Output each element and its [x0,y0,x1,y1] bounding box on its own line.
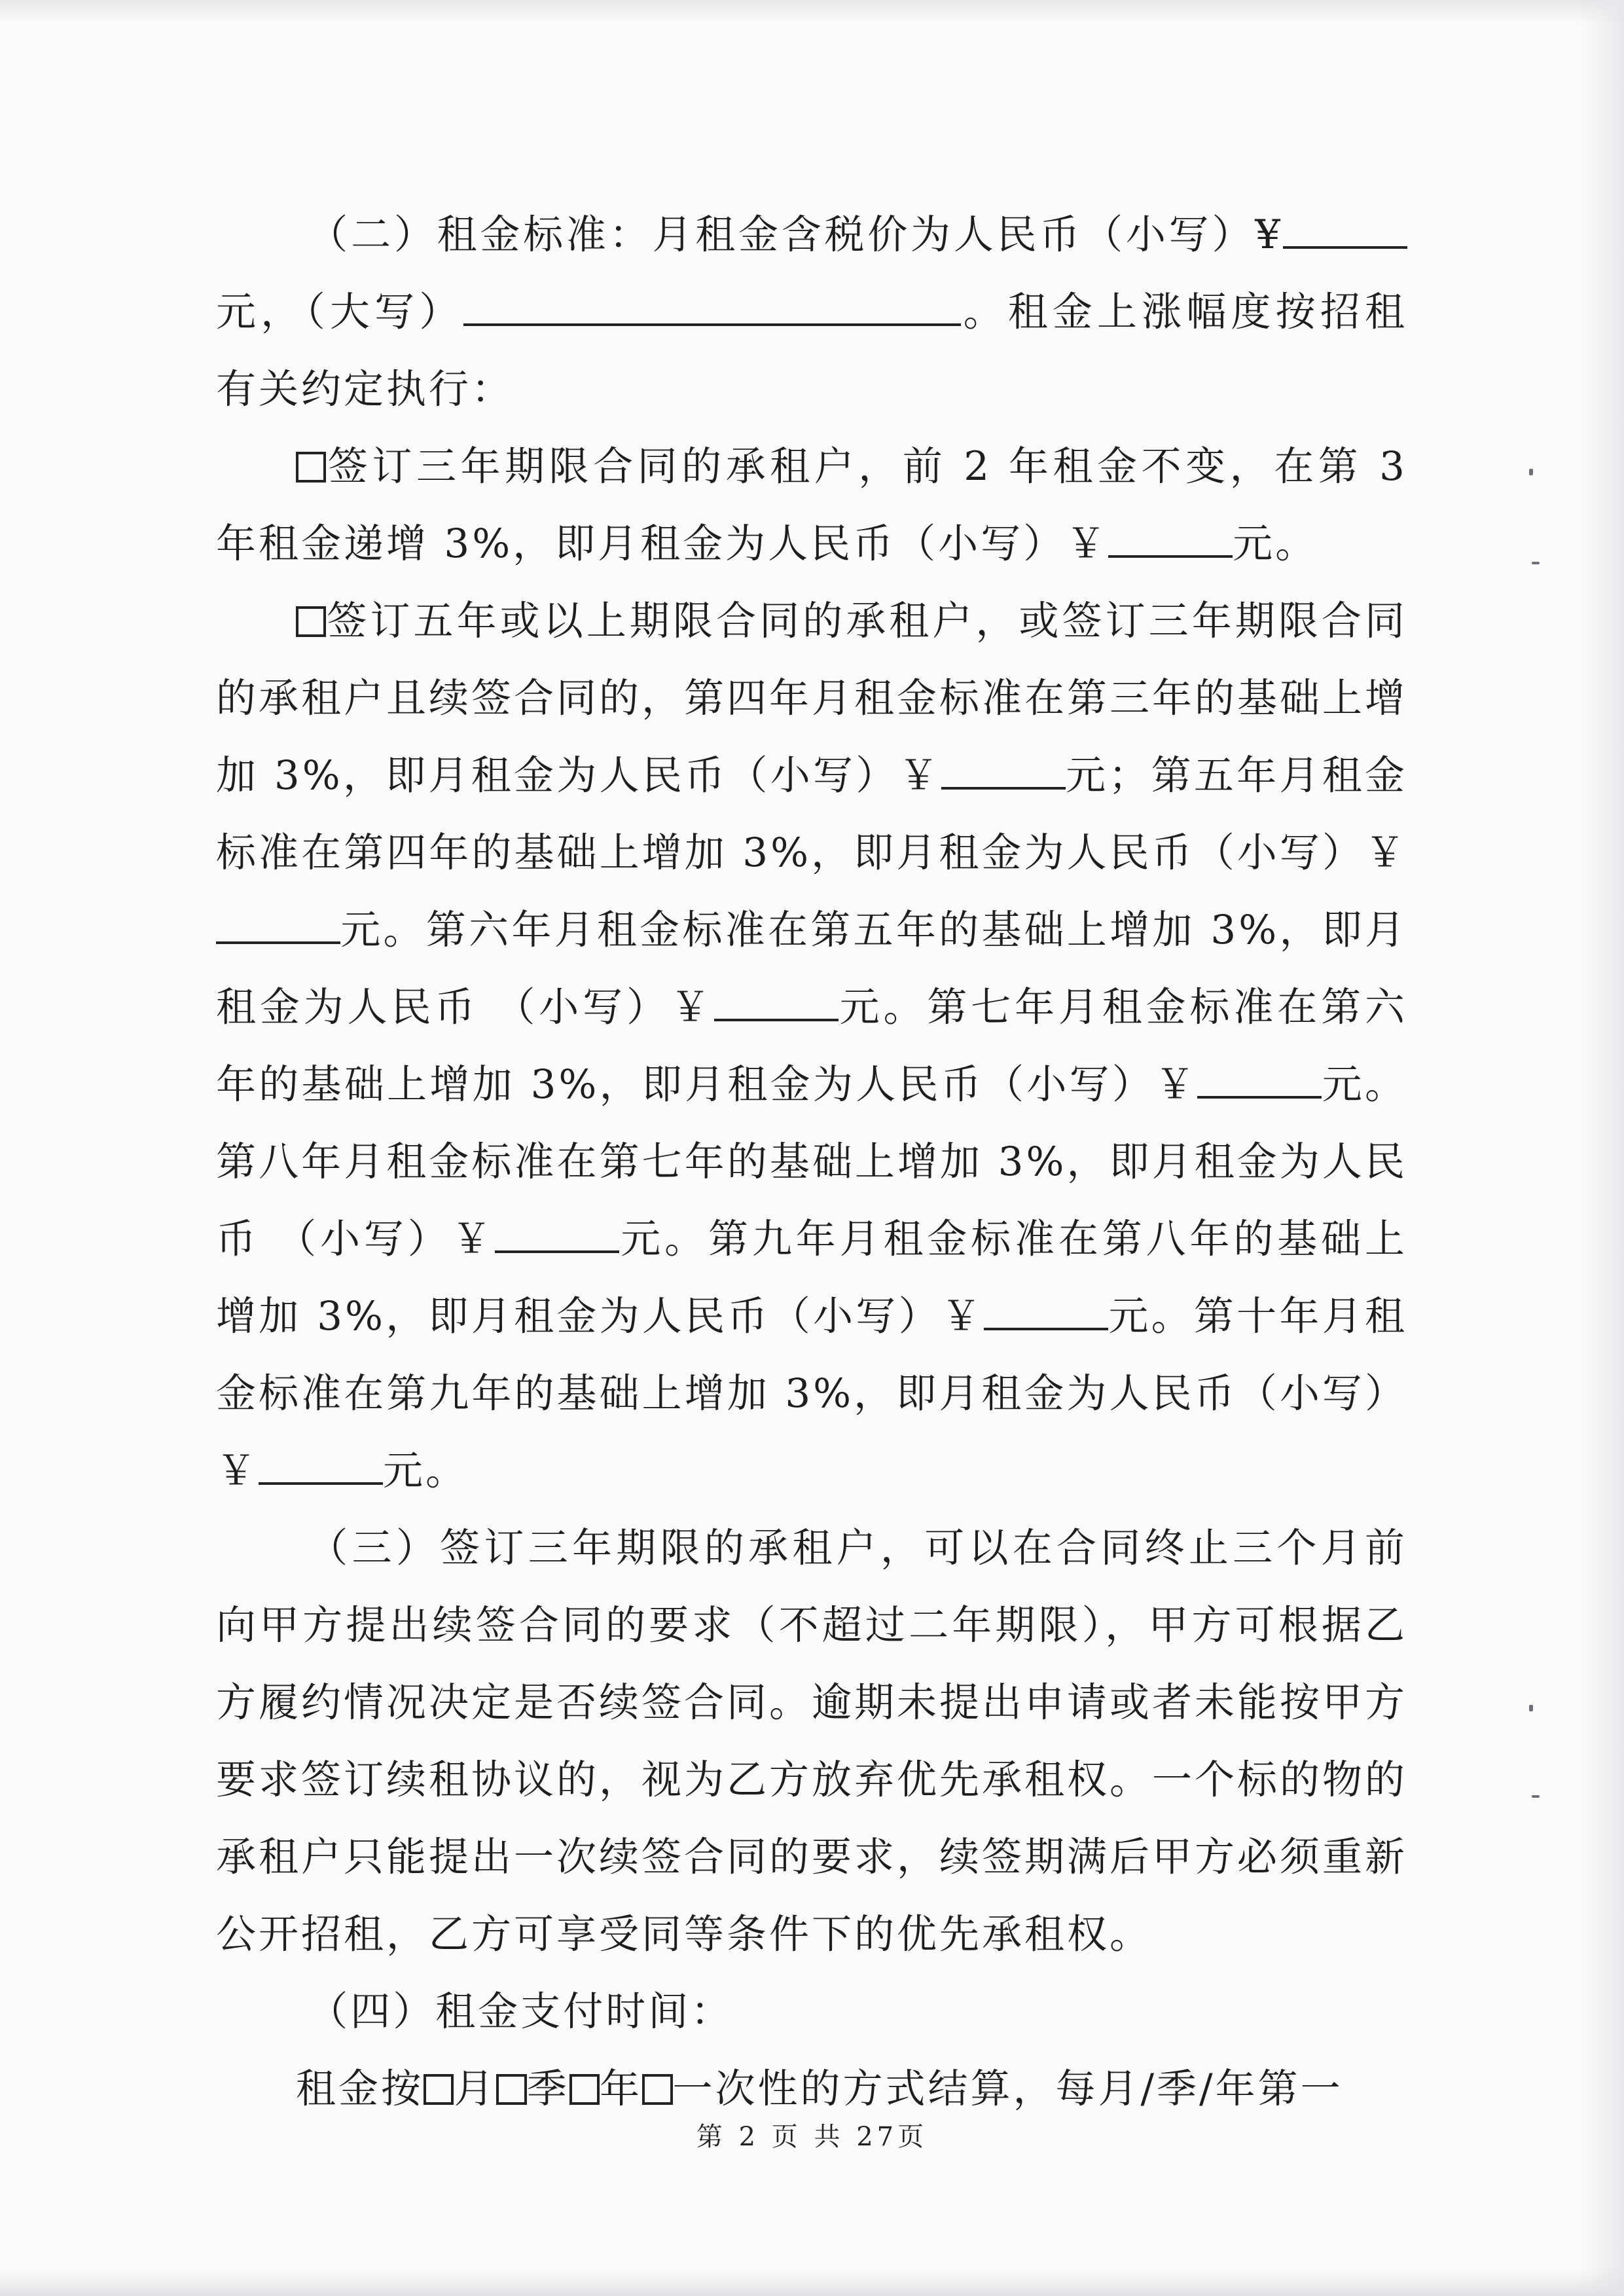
tenth-year-rent-blank [259,1444,383,1485]
third-year-rent-blank [1108,517,1233,558]
five-year-text-4: 元。第七年月租金标准在第六年的基础上增加 3%，即月租金为人民币（小写）￥ [216,984,1407,1108]
five-year-text-7: 元。第十年月租金标准在第九年的基础上增加 3%，即月租金为人民币（小写）￥ [216,1293,1407,1494]
five-year-text-1: 签订五年或以上期限合同的承租户，或签订三年期限合同的承租户且续签合同的，第四年月租金标准在第三年的基础上增加 3%，即月租金为人民币（小写）￥ [216,598,1408,799]
fourth-year-rent-blank [941,749,1066,790]
document-body [216,196,1407,2128]
five-year-option-checkbox[interactable] [296,606,326,636]
yearly-checkbox[interactable] [569,2074,600,2104]
payment-time-heading: （四）租金支付时间： [308,1988,734,2035]
quarterly-label: 季 [526,2066,569,2112]
rent-standard-text-1: （二）租金标准：月租金含税价为人民币（小写）¥ [308,211,1283,258]
seventh-year-rent-blank [1197,1058,1322,1099]
rent-standard-paragraph [216,196,1407,428]
monthly-rent-uppercase-blank [463,285,961,326]
scan-speck [1532,562,1540,564]
payment-method-text: 租金按 [296,2066,424,2112]
three-year-option-checkbox[interactable] [296,452,326,482]
rent-standard-text-3: 。租金上涨幅度按招租有关约定执行： [216,289,1407,412]
scan-edge-top [0,0,1624,24]
scan-speck [1532,1795,1540,1798]
yearly-label: 年 [600,2066,643,2112]
five-year-lease-paragraph [216,583,1407,1510]
monthly-label: 月 [454,2066,497,2112]
ninth-year-rent-blank [984,1290,1108,1330]
three-year-lease-paragraph [216,428,1407,583]
five-year-text-3: 元。第六年月租金标准在第五年的基础上增加 3%，即月租金为人民币 （小写）￥ [216,907,1407,1030]
three-year-text-1: 签订三年期限合同的承租户，前 2 年租金不变，在第 3 年租金递增 3%，即月租金为人民币（小写）￥ [216,443,1407,567]
fifth-year-rent-blank [216,903,340,944]
monthly-checkbox[interactable] [424,2074,454,2104]
five-year-text-5: 元。第八年月租金标准在第七年的基础上增加 3%，即月租金为人民币 （小写）￥ [216,1061,1407,1262]
renewal-paragraph: （三）签订三年期限的承租户，可以在合同终止三个月前向甲方提出续签合同的要求（不超过二年期限），甲方可根据乙方履约情况决定是否续签合同。逾期未提出申请或者未能按甲方要求签订续租协议的，视为乙方放弃优先承租权。一个标的物的承租户只能提出一次续签合同的要求，续签期满后甲方必须重新公开招租，乙方可享受同等条件下的优先承租权。 [216,1525,1408,1958]
three-year-text-2: 元。 [1233,520,1318,567]
lump-sum-label: 一次性的方式结算，每月/季/年第一 [672,2066,1343,2112]
sixth-year-rent-blank [714,981,839,1021]
scan-speck [1529,1705,1533,1711]
lump-sum-checkbox[interactable] [642,2074,672,2104]
page-number-footer: 第 2 页 共 27页 [696,2122,928,2152]
scan-edge-bottom [0,2270,1624,2296]
eighth-year-rent-blank [495,1212,619,1253]
five-year-text-2: 元；第五年月租金标准在第四年的基础上增加 3%，即月租金为人民币（小写）￥ [216,752,1407,876]
scan-speck [1529,469,1533,475]
five-year-text-6: 元。第九年月租金标准在第八年的基础上增加 3%，即月租金为人民币（小写）￥ [216,1216,1407,1339]
quarterly-checkbox[interactable] [496,2074,526,2104]
five-year-text-8: 元。 [383,1448,469,1494]
monthly-rent-lowercase-blank [1283,208,1407,249]
rent-standard-text-2: 元，（大写） [216,289,464,335]
scan-edge-right [1578,0,1624,2296]
